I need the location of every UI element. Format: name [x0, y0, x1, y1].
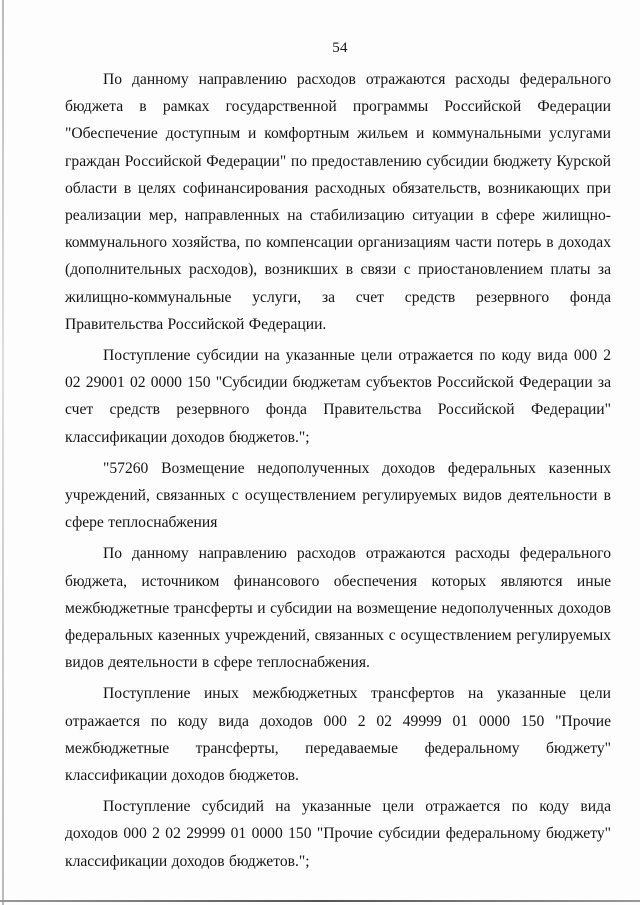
paragraph-code-57260-heading: "57260 Возмещение недополученных доходов федеральных казенных учреждений, связанных с осуществлением регулируемых видов деятельности в сфере теплоснабжения: [65, 459, 611, 532]
scan-edge-left: [2, 0, 4, 905]
scan-edge-bottom: [0, 900, 640, 902]
paragraph-expense-direction-kursk: По данному направлению расходов отражаются расходы федерального бюджета в рамках государственной программы Российской Федерации "Обеспечение доступным и комфортным жильем и коммунальными услугами граждан Российской Федерации" по предоставлению субсидии бюджету Курской области в целях софинансирования расходных обязательств, возникающих при реализации мер, направленных на стабилизацию ситуации в сфере жилищно-коммунального хозяйства, по компенсации организациям части потерь в доходах (дополнительных расходов), возникших в связи с приостановлением платы за жилищно-коммунальные услуги, за счет средств резервного фонда Правительства Российской Федерации.: [65, 71, 611, 333]
paragraph-subsidy-receipt-code: Поступление субсидии на указанные цели отражается по коду вида 000 2 02 29001 02 0000 150 "Субсидии бюджетам субъектов Российской Федерации за счет средств резервного фонда Правительства Российской Федерации" классификации доходов бюджетов.";: [65, 347, 611, 446]
document-body: [65, 66, 611, 879]
paragraph-subsidies-receipt-code: Поступление субсидий на указанные цели отражается по коду вида доходов 000 2 02 29999 01 0000 150 "Прочие субсидии федеральному бюджету" классификации доходов бюджетов.";: [65, 798, 611, 870]
paragraph-expense-direction-heat-supply: По данному направлению расходов отражаются расходы федерального бюджета, источником финансового обеспечения которых являются иные межбюджетные трансферты и субсидии на возмещение недополученных доходов федеральных казенных учреждений, связанных с осуществлением регулируемых видов деятельности в сфере теплоснабжения.: [65, 545, 611, 672]
paragraph-transfers-receipt-code: Поступление иных межбюджетных трансфертов на указанные цели отражается по коду вида доходов 000 2 02 49999 01 0000 150 "Прочие межбюджетные трансферты, передаваемые федеральному бюджету" классификации доходов бюджетов.: [65, 685, 611, 785]
page-number: 54: [332, 40, 348, 56]
